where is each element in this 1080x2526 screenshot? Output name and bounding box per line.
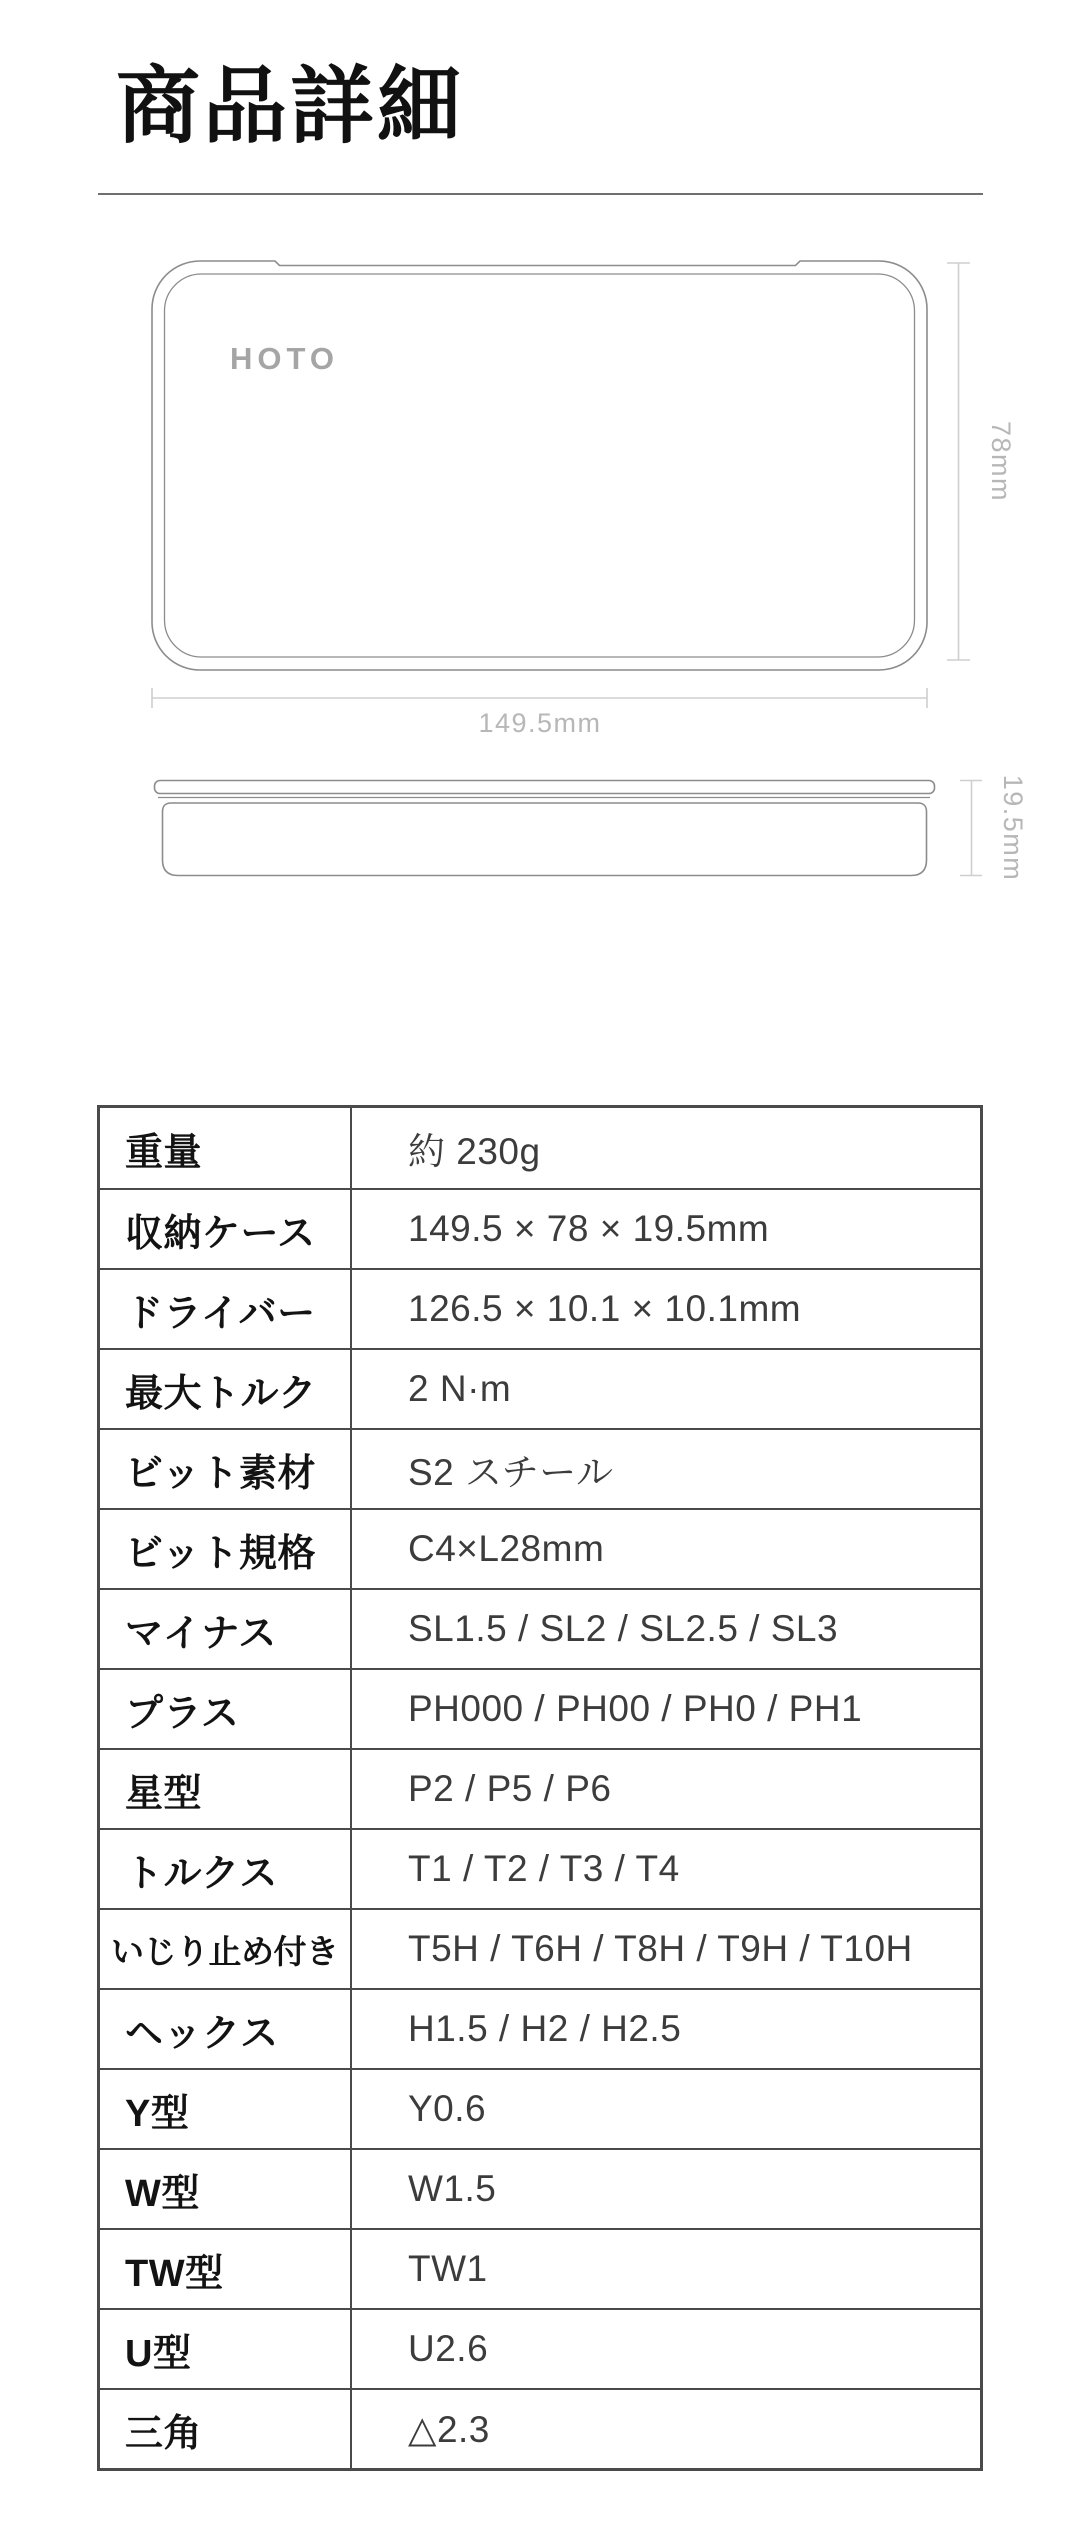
depth-dimension	[960, 775, 1028, 882]
table-row	[100, 2228, 980, 2308]
spec-value: 149.5 × 78 × 19.5mm	[408, 1208, 770, 1249]
spec-label: Y型	[100, 2070, 352, 2148]
title-divider	[98, 193, 983, 195]
spec-label: 収納ケース	[100, 1190, 352, 1268]
spec-label: プラス	[100, 1670, 352, 1748]
spec-value: Y0.6	[408, 2088, 487, 2129]
height-dimension-label: 78mm	[986, 420, 1016, 503]
case-front-inner-outline	[165, 274, 915, 657]
spec-value: △2.3	[408, 2408, 490, 2450]
spec-label: TW型	[100, 2230, 352, 2308]
case-front-outer-outline	[152, 261, 927, 670]
spec-table	[97, 1105, 983, 2471]
spec-label: ヘックス	[100, 1990, 352, 2068]
case-side-body	[163, 803, 927, 876]
product-dimension-diagram	[0, 220, 1080, 900]
table-row	[100, 1108, 980, 1188]
table-row	[100, 2068, 980, 2148]
table-row	[100, 1188, 980, 1268]
width-dimension-line	[152, 688, 927, 708]
spec-label: マイナス	[100, 1590, 352, 1668]
page-title: 商品詳細	[116, 59, 465, 153]
table-row	[100, 1428, 980, 1508]
spec-label: 最大トルク	[100, 1350, 352, 1428]
case-front-drawing	[152, 261, 927, 670]
depth-dimension-label: 19.5mm	[998, 774, 1028, 882]
brand-logo: HOTO	[230, 341, 339, 376]
spec-value: T5H / T6H / T8H / T9H / T10H	[408, 1928, 913, 1969]
spec-value: 2 N·m	[408, 1368, 512, 1409]
depth-dimension-line	[960, 781, 982, 876]
spec-value: C4×L28mm	[408, 1528, 605, 1569]
spec-label: ドライバー	[100, 1270, 352, 1348]
spec-label: 重量	[100, 1108, 352, 1188]
spec-value: U2.6	[408, 2328, 489, 2369]
width-dimension-label: 149.5mm	[478, 708, 602, 738]
table-row	[100, 2148, 980, 2228]
spec-value: PH000 / PH00 / PH0 / PH1	[408, 1688, 863, 1729]
spec-value: S2 スチール	[408, 1452, 614, 1493]
spec-value: TW1	[408, 2248, 488, 2289]
spec-label: 星型	[100, 1750, 352, 1828]
table-row	[100, 1268, 980, 1348]
spec-value: H1.5 / H2 / H2.5	[408, 2008, 682, 2049]
case-side-drawing	[155, 781, 935, 876]
height-dimension	[947, 263, 1016, 660]
spec-value: 約 230g	[408, 1131, 541, 1172]
table-row	[100, 2388, 980, 2468]
height-dimension-line	[947, 263, 970, 660]
spec-value: SL1.5 / SL2 / SL2.5 / SL3	[408, 1608, 839, 1649]
table-row	[100, 1348, 980, 1428]
table-row	[100, 1668, 980, 1748]
case-side-lid	[155, 781, 935, 794]
spec-value: P2 / P5 / P6	[408, 1768, 612, 1809]
spec-label: いじり止め付き	[100, 1910, 352, 1988]
spec-label: W型	[100, 2150, 352, 2228]
table-row	[100, 1828, 980, 1908]
spec-value: 126.5 × 10.1 × 10.1mm	[408, 1288, 802, 1329]
spec-value: T1 / T2 / T3 / T4	[408, 1848, 680, 1889]
table-row	[100, 1908, 980, 1988]
table-row	[100, 1988, 980, 2068]
spec-label: 三角	[100, 2390, 352, 2468]
table-row	[100, 1508, 980, 1588]
width-dimension	[152, 688, 927, 738]
table-row	[100, 1588, 980, 1668]
spec-label: トルクス	[100, 1830, 352, 1908]
spec-label: ビット素材	[100, 1430, 352, 1508]
spec-label: ビット規格	[100, 1510, 352, 1588]
table-row	[100, 2308, 980, 2388]
spec-value: W1.5	[408, 2168, 497, 2209]
table-row	[100, 1748, 980, 1828]
spec-label: U型	[100, 2310, 352, 2388]
